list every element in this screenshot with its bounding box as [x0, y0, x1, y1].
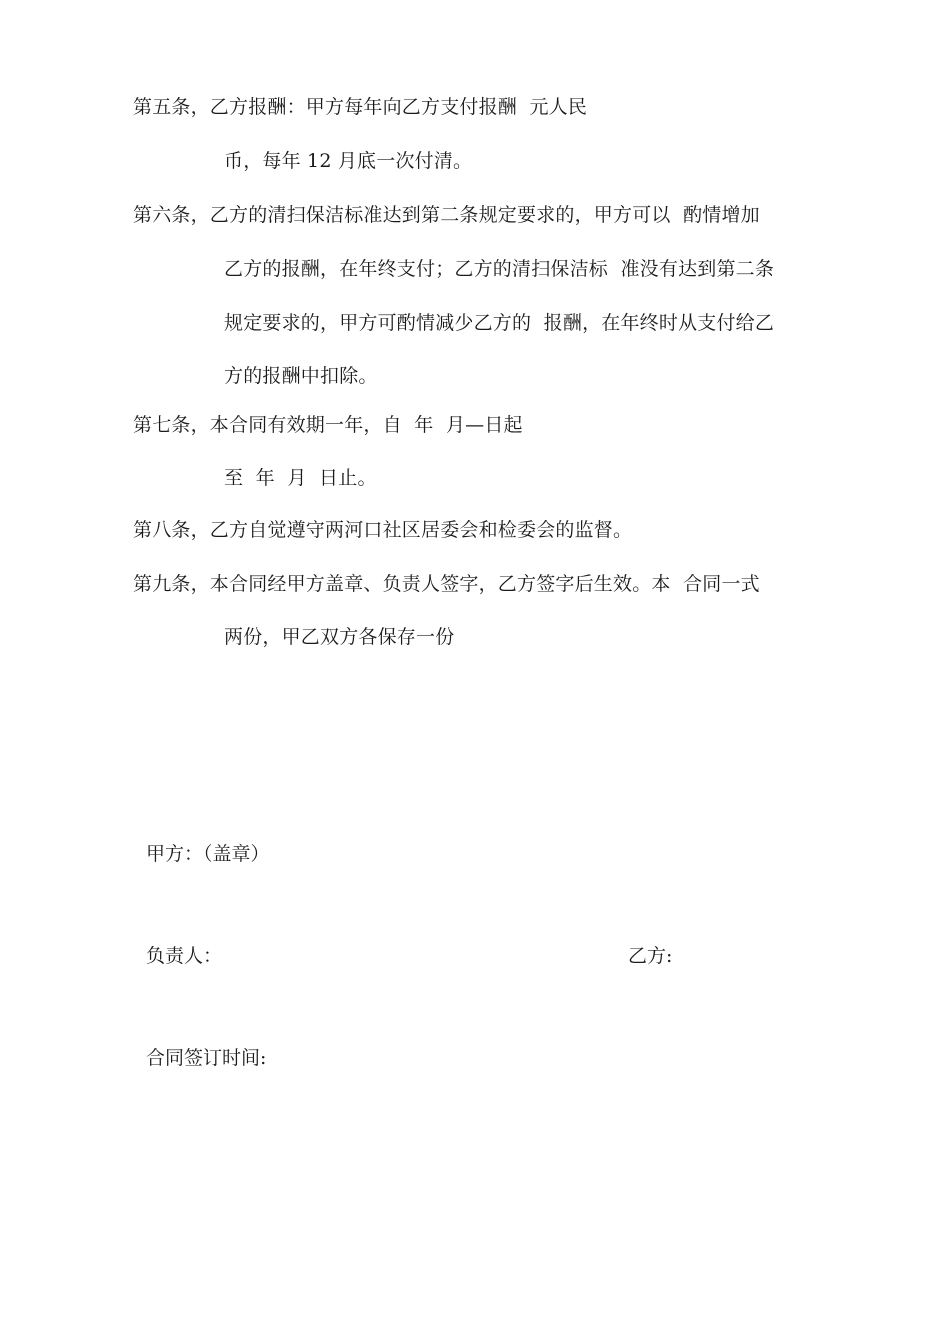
- responsible-person-label: 负责人：: [146, 945, 223, 967]
- clause-9-line-2: 两份，甲乙双方各保存一份: [224, 626, 455, 648]
- clause-8-line-1: 第八条，乙方自觉遵守两河口社区居委会和检委会的监督。: [133, 519, 633, 541]
- clause-5-line-2: 币，每年 12 月底一次付清。: [224, 150, 473, 172]
- clause-7-line-2: 至 年 月 日止。: [224, 467, 377, 489]
- clause-9-line-1: 第九条，本合同经甲方盖章、负责人签字，乙方签字后生效。本 合同一式: [133, 573, 760, 595]
- clause-6-line-2: 乙方的报酬，在年终支付；乙方的清扫保洁标 准没有达到第二条: [224, 258, 775, 280]
- clause-6-line-3: 规定要求的，甲方可酌情减少乙方的 报酬，在年终时从支付给乙: [224, 312, 775, 334]
- party-b-label: 乙方:: [628, 945, 673, 967]
- clause-6-line-4: 方的报酬中扣除。: [224, 365, 378, 387]
- party-a-seal-label: 甲方：（盖章）: [146, 843, 270, 865]
- clause-7-line-1: 第七条，本合同有效期一年，自 年 月—日起: [133, 414, 523, 436]
- clause-6-line-1: 第六条，乙方的清扫保洁标准达到第二条规定要求的，甲方可以 酌情增加: [133, 204, 760, 226]
- signing-date-label: 合同签订时间:: [146, 1047, 267, 1069]
- clause-5-line-1: 第五条，乙方报酬：甲方每年向乙方支付报酬 元人民: [133, 96, 588, 118]
